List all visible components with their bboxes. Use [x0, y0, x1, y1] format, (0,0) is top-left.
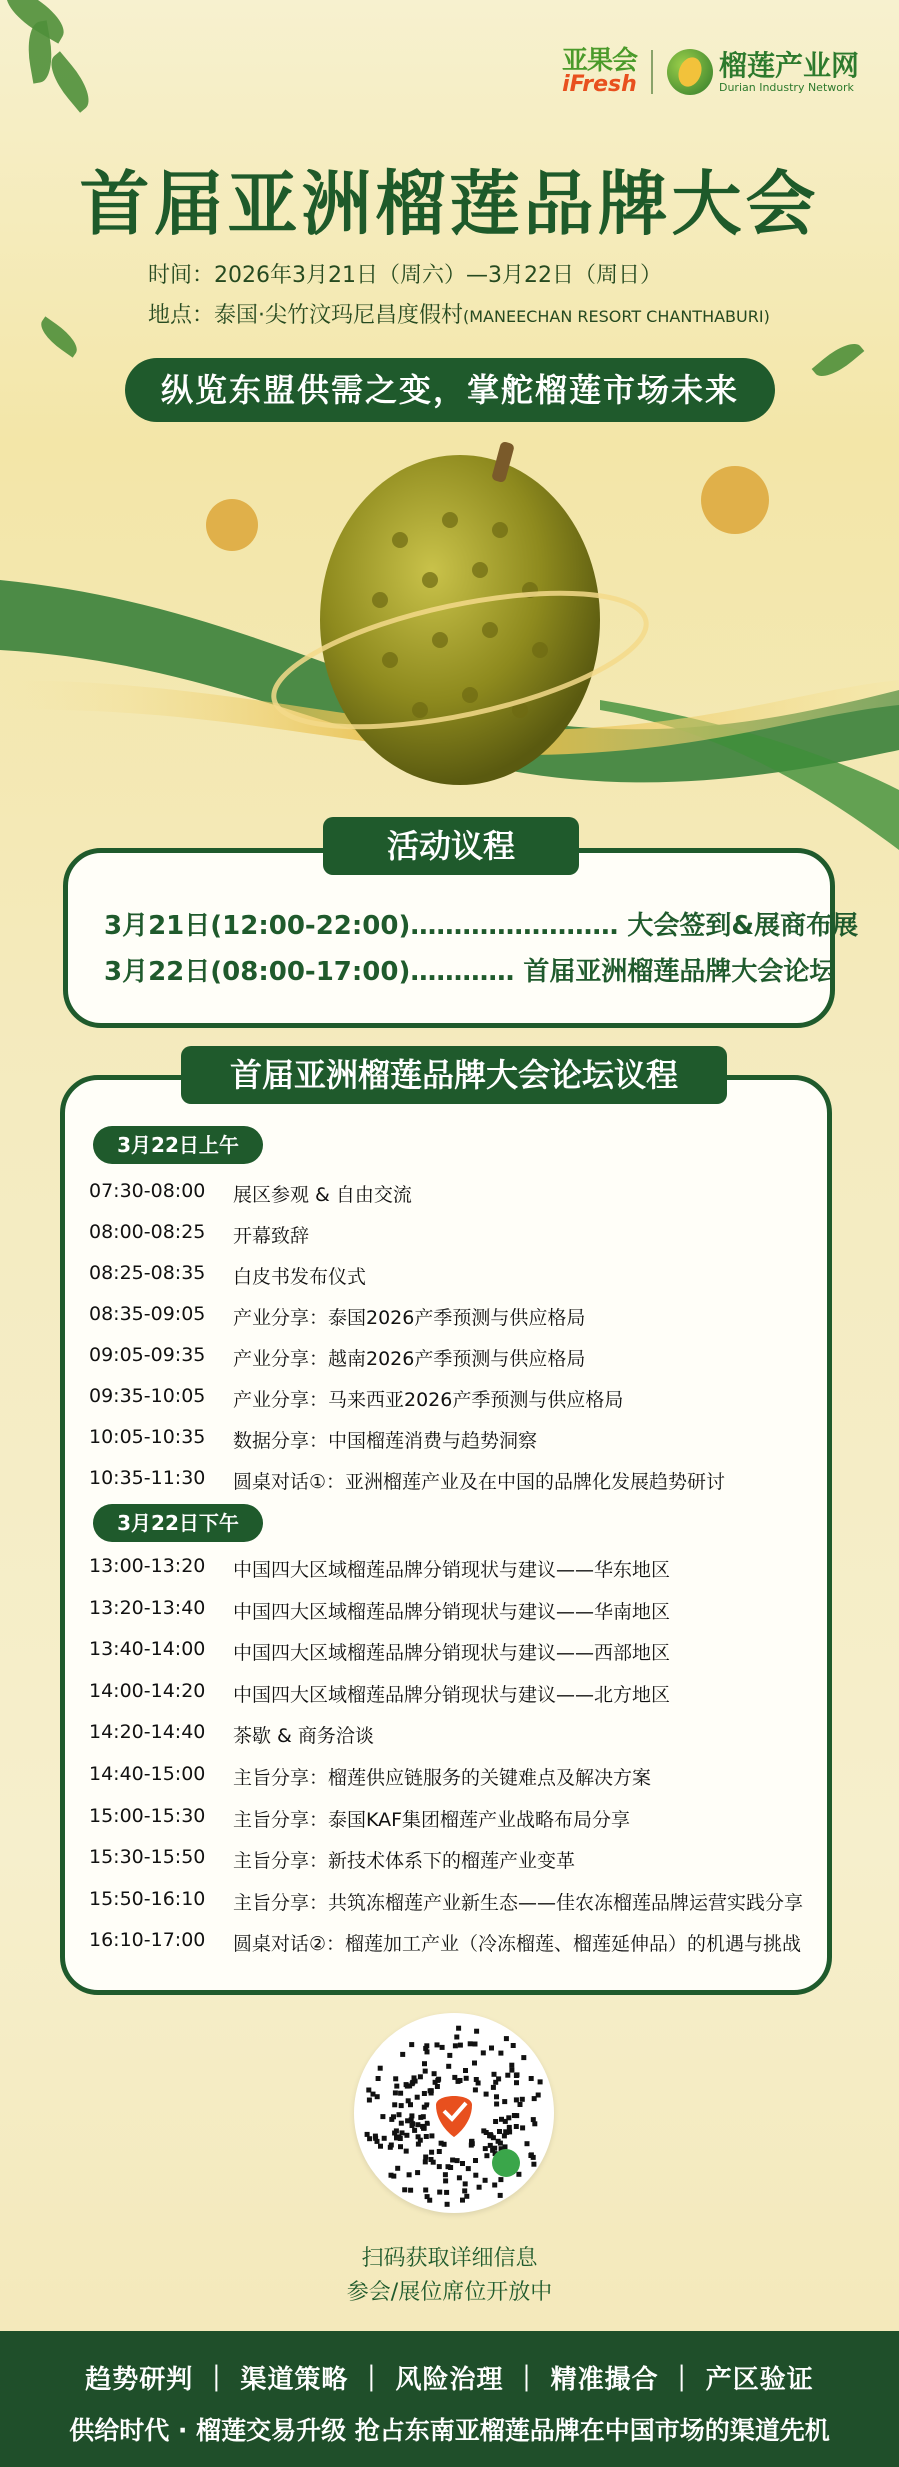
- schedule-topic: 产业分享：泰国2026产季预测与供应格局: [233, 1307, 586, 1329]
- schedule-topic: 展区参观 & 自由交流: [233, 1184, 412, 1206]
- event-place-cn: 地点：泰国·尖竹汶玛尼昌度假村: [148, 303, 463, 328]
- schedule-time: 10:05-10:35: [89, 1426, 206, 1448]
- schedule-time: 09:35-10:05: [89, 1385, 206, 1407]
- schedule-row: [89, 1846, 809, 1873]
- schedule-row: [89, 1888, 809, 1915]
- qr-code[interactable]: [354, 2013, 554, 2213]
- agenda-box: [63, 848, 859, 1028]
- schedule-time: 13:20-13:40: [89, 1596, 206, 1619]
- schedule-time: 07:30-08:00: [89, 1180, 206, 1202]
- schedule-time: 09:05-09:35: [89, 1344, 206, 1366]
- durian-logo-en: Durian Industry Network: [718, 80, 854, 94]
- schedule-topic: 数据分享：中国榴莲消费与趋势洞察: [233, 1430, 538, 1452]
- schedule-row: [89, 1805, 809, 1832]
- schedule-row: [89, 1638, 809, 1665]
- durian-network-logo: [667, 49, 859, 95]
- schedule-time: 15:50-16:10: [89, 1887, 206, 1910]
- schedule-topic: 中国四大区域榴莲品牌分销现状与建议——华东地区: [233, 1559, 671, 1581]
- durian-hero-illustration: [0, 430, 899, 850]
- footer-services: 趋势研判 ｜ 渠道策略 ｜ 风险治理 ｜ 精准撮合 ｜ 产区验证: [85, 2365, 814, 2395]
- am-badge: 3月22日上午: [93, 1126, 263, 1164]
- schedule-time: 08:25-08:35: [89, 1262, 206, 1284]
- schedule-row: [89, 1303, 809, 1330]
- ifresh-logo-cn: 亚果会: [561, 46, 637, 76]
- schedule-row: [89, 1597, 809, 1624]
- schedule-time: 14:40-15:00: [89, 1763, 206, 1785]
- schedule-topic: 圆桌对话②：榴莲加工产业（冷冻榴莲、榴莲延伸品）的机遇与挑战: [233, 1933, 802, 1956]
- footer-banner: [0, 2331, 899, 2467]
- schedule-row: [89, 1426, 809, 1453]
- schedule-topic: 中国四大区域榴莲品牌分销现状与建议——西部地区: [233, 1642, 671, 1665]
- ifresh-logo-en: iFresh: [562, 72, 637, 97]
- durian-body: [320, 455, 600, 785]
- qr-caption-line2: 参会/展位席位开放中: [346, 2280, 553, 2305]
- schedule-topic: 主旨分享：共筑冻榴莲产业新生态——佳农冻榴莲品牌运营实践分享: [233, 1891, 804, 1914]
- schedule-topic: 开幕致辞: [233, 1225, 310, 1247]
- schedule-row: [89, 1929, 809, 1956]
- agenda-line-day1: 3月21日(12:00-22:00)…………………… 大会签到&展商布展: [104, 911, 859, 941]
- schedule-topic: 中国四大区域榴莲品牌分销现状与建议——北方地区: [233, 1683, 671, 1706]
- ifresh-logo: [562, 48, 637, 96]
- schedule-topic: 中国四大区域榴莲品牌分销现状与建议——华南地区: [233, 1600, 671, 1623]
- page-title: 首届亚洲榴莲品牌大会: [79, 163, 820, 245]
- schedule-topic: 主旨分享：新技术体系下的榴莲产业变革: [233, 1850, 576, 1873]
- schedule-row: [89, 1467, 809, 1494]
- schedule-time: 14:20-14:40: [89, 1721, 206, 1744]
- schedule-row: [89, 1221, 809, 1248]
- schedule-row: [89, 1721, 809, 1748]
- leaf-decoration: [35, 316, 83, 357]
- schedule-time: 15:30-15:50: [89, 1846, 206, 1869]
- schedule-time: 13:40-14:00: [89, 1638, 206, 1661]
- small-durian-left: [206, 499, 258, 551]
- schedule-time: 10:35-11:30: [89, 1467, 206, 1489]
- event-time: 时间：2026年3月21日（周六）—3月22日（周日）: [148, 263, 662, 288]
- schedule-row: [89, 1262, 809, 1289]
- schedule-topic: 茶歇 & 商务洽谈: [233, 1725, 374, 1748]
- schedule-topic: 主旨分享：泰国KAF集团榴莲产业战略布局分享: [233, 1808, 631, 1831]
- qr-code-icon: [354, 2013, 554, 2213]
- schedule-time: 13:00-13:20: [89, 1555, 206, 1577]
- durian-logo-cn: 榴莲产业网: [718, 49, 859, 83]
- schedule-time: 08:35-09:05: [89, 1303, 206, 1325]
- schedule-row: [89, 1680, 809, 1707]
- schedule-time: 16:10-17:00: [89, 1929, 206, 1952]
- schedule-topic: 圆桌对话①：亚洲榴莲产业及在中国的品牌化发展趋势研讨: [233, 1471, 726, 1493]
- slogan-banner: 纵览东盟供需之变，掌舵榴莲市场未来: [125, 358, 775, 422]
- small-durian-right: [701, 466, 769, 534]
- schedule-time: 08:00-08:25: [89, 1221, 206, 1243]
- schedule-row: [89, 1555, 809, 1582]
- leaf-decoration: [812, 336, 865, 385]
- schedule-row: [89, 1180, 809, 1207]
- agenda-heading: 活动议程: [323, 817, 579, 875]
- schedule-topic: 产业分享：马来西亚2026产季预测与供应格局: [233, 1389, 624, 1411]
- forum-heading: 首届亚洲榴莲品牌大会论坛议程: [181, 1046, 727, 1104]
- schedule-row: [89, 1763, 809, 1790]
- schedule-row: [89, 1344, 809, 1371]
- logo-group: [562, 48, 859, 96]
- qr-caption-line1: 扫码获取详细信息: [361, 2246, 538, 2271]
- pm-badge: 3月22日下午: [93, 1504, 263, 1542]
- agenda-line-day2: 3月22日(08:00-17:00)………… 首届亚洲榴莲品牌大会论坛: [104, 957, 836, 987]
- forum-agenda-box: [60, 1075, 832, 1995]
- event-place-en: (MANEECHAN RESORT CHANTHABURI): [463, 307, 770, 326]
- schedule-time: 15:00-15:30: [89, 1804, 206, 1827]
- durian-globe-icon: [667, 49, 713, 95]
- schedule-topic: 主旨分享：榴莲供应链服务的关键难点及解决方案: [233, 1767, 652, 1789]
- schedule-topic: 白皮书发布仪式: [233, 1266, 367, 1288]
- schedule-time: 14:00-14:20: [89, 1679, 206, 1702]
- footer-tagline: 供给时代 · 榴莲交易升级 抢占东南亚榴莲品牌在中国市场的渠道先机: [69, 2416, 830, 2445]
- logo-divider: [651, 50, 653, 94]
- event-place: [148, 298, 770, 329]
- schedule-topic: 产业分享：越南2026产季预测与供应格局: [233, 1348, 586, 1370]
- schedule-row: [89, 1385, 809, 1412]
